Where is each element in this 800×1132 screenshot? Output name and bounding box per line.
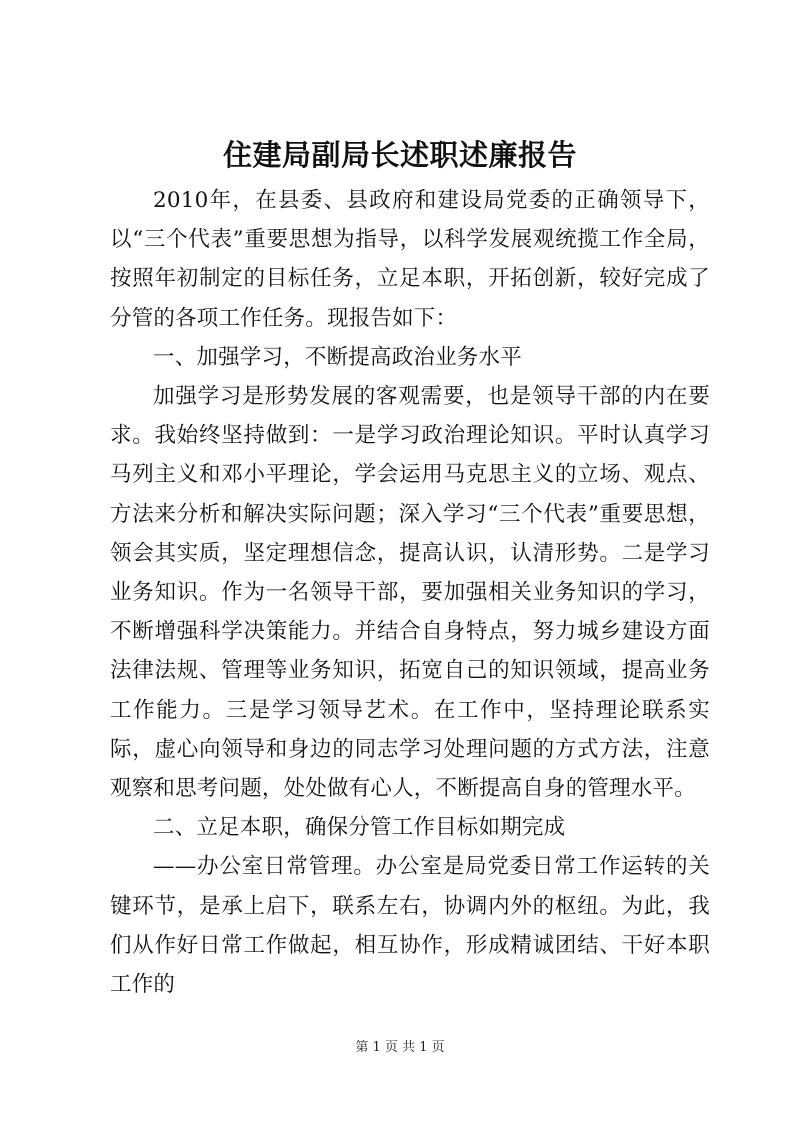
document-title: 住建局副局长述职述廉报告 [222, 138, 577, 172]
page-number-footer: 第 1 页 共 1 页 [355, 1040, 445, 1055]
section-heading-2: 二、立足本职，确保分管工作目标如期完成 [153, 815, 566, 841]
section-heading-1: 一、加强学习，不断提高政治业务水平 [153, 344, 522, 370]
office-management-paragraph: ——办公室日常管理。办公室是局党委日常工作运转的关键环节，是承上启下，联系左右，协调内外的枢纽。为此，我们从作好日常工作做起，相互协作，形成精诚团结、干好本职工作的 [110, 854, 710, 998]
study-paragraph: 加强学习是形势发展的客观需要，也是领导干部的内在要求。我始终坚持做到：一是学习政治理论知识。平时认真学习马列主义和邓小平理论，学会运用马克思主义的立场、观点、方法来分析和解决实际问题；深入学习“三个代表”重要思想，领会其实质，坚定理想信念，提高认识，认清形势。二是学习业务知识。作为一名领导干部，要加强相关业务知识的学习，不断增强科学决策能力。并结合自身特点，努力城乡建设方面法律法规、管理等业务知识，拓宽自己的知识领域，提高业务工作能力。三是学习领导艺术。在工作中，坚持理论联系实际，虚心向领导和身边的同志学习处理问题的方式方法，注意观察和思考问题，处处做有心人，不断提高自身的管理水平。 [110, 384, 710, 802]
intro-paragraph: 2010年，在县委、县政府和建设局党委的正确领导下，以“三个代表”重要思想为指导，以科学发展观统揽工作全局，按照年初制定的目标任务，立足本职，开拓创新，较好完成了分管的各项工作任务。现报告如下： [110, 188, 710, 331]
document-body [110, 181, 710, 1004]
